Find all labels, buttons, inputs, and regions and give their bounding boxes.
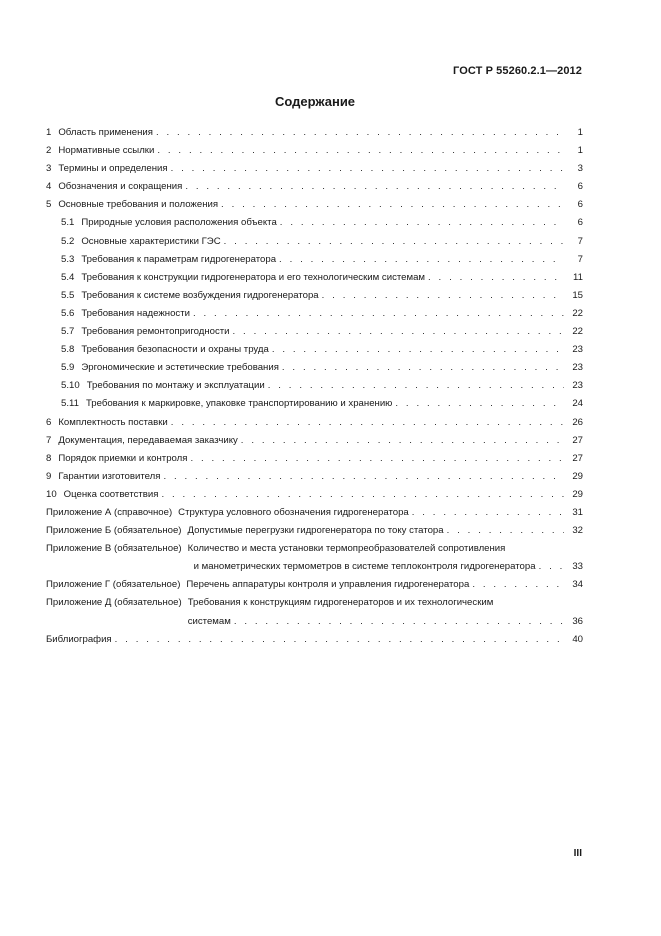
toc-entry-title: Требования безопасности и охраны труда [81,344,269,356]
toc-entry[interactable] [46,160,583,178]
toc-entry-title: Область применения [58,127,153,138]
toc-entry-page: 6 [577,217,583,229]
toc-entry-page: 6 [577,199,583,211]
toc-entry-number: 5.8 [61,344,75,356]
appendix-title: Перечень аппаратуры контроля и управления гидрогенератора [186,579,470,591]
appendix-title: Структура условного обозначения гидрогенератора [178,506,409,518]
leader-dots [322,287,564,305]
toc-entry[interactable] [46,124,583,142]
leader-dots [280,214,564,232]
toc-entry[interactable] [46,468,583,486]
leader-dots [185,178,564,196]
toc-entry[interactable] [46,486,583,504]
toc-entry-page: 3 [577,163,583,175]
toc-entry-number: 4 [46,181,52,193]
toc-entry-number: 5.10 [61,380,80,392]
toc-appendix-entry[interactable] [46,522,583,540]
toc-entry-page: 29 [572,488,583,500]
toc-subentry[interactable] [46,323,583,341]
toc-entry-page: 7 [577,235,583,247]
toc-entry-title: Требования к параметрам гидрогенератора [81,253,277,265]
toc-subentry[interactable] [46,377,583,395]
leader-dots [539,558,564,576]
toc-entry-title: Основные требования и положения [58,199,219,211]
toc-entry-page: 27 [572,452,583,464]
toc-entry-number: 8 [46,452,52,464]
toc-entry-page: 40 [572,633,583,645]
toc-entry-page: 23 [572,362,583,374]
toc-entry[interactable] [46,142,583,160]
toc-entry-title: Требования к маркировке, упаковке транспортированию и хранению [85,398,393,410]
leader-dots [161,486,564,504]
toc-entry-title: Нормативные ссылки [58,145,155,157]
toc-entry-title: Требования к конструкции гидрогенератора и его технологическим системам [81,271,426,283]
toc-appendix-entry[interactable] [46,594,583,630]
toc-entry-number: 5.2 [61,235,75,247]
leader-dots [193,305,564,323]
leader-dots [282,359,564,377]
toc-entry-number: 5.11 [61,398,79,410]
toc-subentry[interactable] [46,269,583,287]
toc-entry-number: 7 [46,434,52,446]
leader-dots [224,233,564,251]
toc-entry-title: Оценка соответствия [63,488,159,500]
toc-entry-page: 11 [573,271,583,283]
toc-entry-title: Термины и определения [58,163,168,175]
toc-entry-number: 9 [46,470,52,482]
leader-dots [171,160,564,178]
toc-entry-title: Требования по монтажу и эксплуатации [86,380,265,392]
toc-appendix-entry[interactable] [46,540,583,576]
toc-entry-number: 5 [46,199,52,211]
leader-dots [447,522,564,540]
toc-subentry[interactable] [46,341,583,359]
toc-entry-title: Гарантии изготовителя [58,470,161,482]
toc-entry-page: 36 [572,615,583,627]
toc-entry[interactable] [46,178,583,196]
toc-subentry[interactable] [46,214,583,232]
toc-entry[interactable] [46,432,583,450]
toc-entry-number: 3 [46,163,52,175]
toc-entry-title: Основные характеристики ГЭС [81,235,221,247]
toc-entry-page: 27 [572,434,583,446]
leader-dots [115,631,564,649]
leader-dots [428,269,564,287]
toc-entry-page: 26 [572,416,583,428]
appendix-title-continuation: системам [187,615,231,627]
toc-entry-page: 7 [577,253,583,265]
toc-entry-number: 1 [46,127,52,138]
toc-entry-page: 1 [577,145,583,157]
toc-subentry[interactable] [46,233,583,251]
appendix-title: Требования к конструкциям гидрогенераторов и их технологическим [187,597,494,609]
toc-subentry[interactable] [46,287,583,305]
appendix-label: Приложение Б (обязательное) [46,525,182,537]
leader-dots [234,613,564,631]
toc-appendix-entry[interactable] [46,576,583,594]
toc-entry-page: 31 [572,506,583,518]
leader-dots [268,377,564,395]
toc-entry-title: Требования надежности [81,307,190,319]
leader-dots [279,251,564,269]
toc-entry-number: 5.3 [61,253,75,265]
leader-dots [163,468,564,486]
toc-subentry[interactable] [46,395,583,413]
appendix-title: Количество и места установки термопреобразователей сопротивления [187,543,506,555]
leader-dots [241,432,564,450]
appendix-label: Приложение А (справочное) [46,506,173,518]
toc-entry-title: Эргономические и эстетические требования [81,362,279,374]
toc-entry-page: 32 [572,525,583,537]
leader-dots [472,576,564,594]
toc-entry-number: 5.1 [61,217,75,229]
toc-subentry[interactable] [46,359,583,377]
toc-entry-number: 5.7 [61,326,75,338]
toc-entry-page: 1 [577,127,583,138]
toc-entry-title: Требования к системе возбуждения гидрогенератора [81,289,319,301]
toc-entry-number: 6 [46,416,52,428]
leader-dots [171,414,564,432]
toc-entry-number: 10 [46,488,57,500]
toc-entry[interactable] [46,196,583,214]
toc-entry-page: 15 [572,289,583,301]
appendix-label: Приложение Д (обязательное) [46,597,182,609]
toc-entry-title: Природные условия расположения объекта [81,217,277,229]
leader-dots [221,196,564,214]
toc-entry[interactable] [46,450,583,468]
toc-entry-title: Документация, передаваемая заказчику [58,434,238,446]
leader-dots [395,395,564,413]
toc-appendix-entry[interactable] [46,504,583,522]
toc-entry-page: 23 [572,380,583,392]
bibliography-title: Библиография [46,633,112,645]
toc-entry-page: 34 [572,579,583,591]
toc-entry-title: Комплектность поставки [58,416,168,428]
toc-subentry[interactable] [46,251,583,269]
table-of-contents [46,124,583,649]
toc-bibliography-entry[interactable] [46,631,583,649]
document-code: ГОСТ Р 55260.2.1—2012 [453,65,582,77]
toc-entry-number: 5.4 [61,271,75,283]
page-number: III [573,848,582,859]
toc-entry-title: Обозначения и сокращения [58,181,183,193]
toc-entry-number: 2 [46,145,52,157]
toc-entry[interactable] [46,414,583,432]
leader-dots [156,124,564,142]
toc-entry-page: 22 [572,326,583,338]
toc-entry-page: 33 [572,561,583,573]
page-title: Содержание [274,94,356,109]
appendix-label: Приложение Г (обязательное) [46,579,181,591]
toc-entry-page: 29 [572,470,583,482]
toc-subentry[interactable] [46,305,583,323]
leader-dots [190,450,564,468]
toc-entry-title: Требования ремонтопригодности [81,326,230,338]
toc-entry-number: 5.9 [61,362,75,374]
toc-entry-title: Порядок приемки и контроля [58,452,188,464]
toc-entry-page: 6 [577,181,583,193]
appendix-title-continuation: и манометрических термометров в системе теплоконтроля гидрогенератора [193,561,536,573]
toc-entry-page: 22 [572,307,583,319]
appendix-title: Допустимые перегрузки гидрогенератора по току статора [187,525,444,537]
leader-dots [233,323,564,341]
leader-dots [157,142,564,160]
toc-entry-page: 24 [572,398,583,410]
leader-dots [412,504,564,522]
toc-entry-page: 23 [572,344,583,356]
appendix-label: Приложение В (обязательное) [46,543,182,555]
toc-entry-number: 5.5 [61,289,75,301]
toc-entry-number: 5.6 [61,307,75,319]
leader-dots [272,341,564,359]
